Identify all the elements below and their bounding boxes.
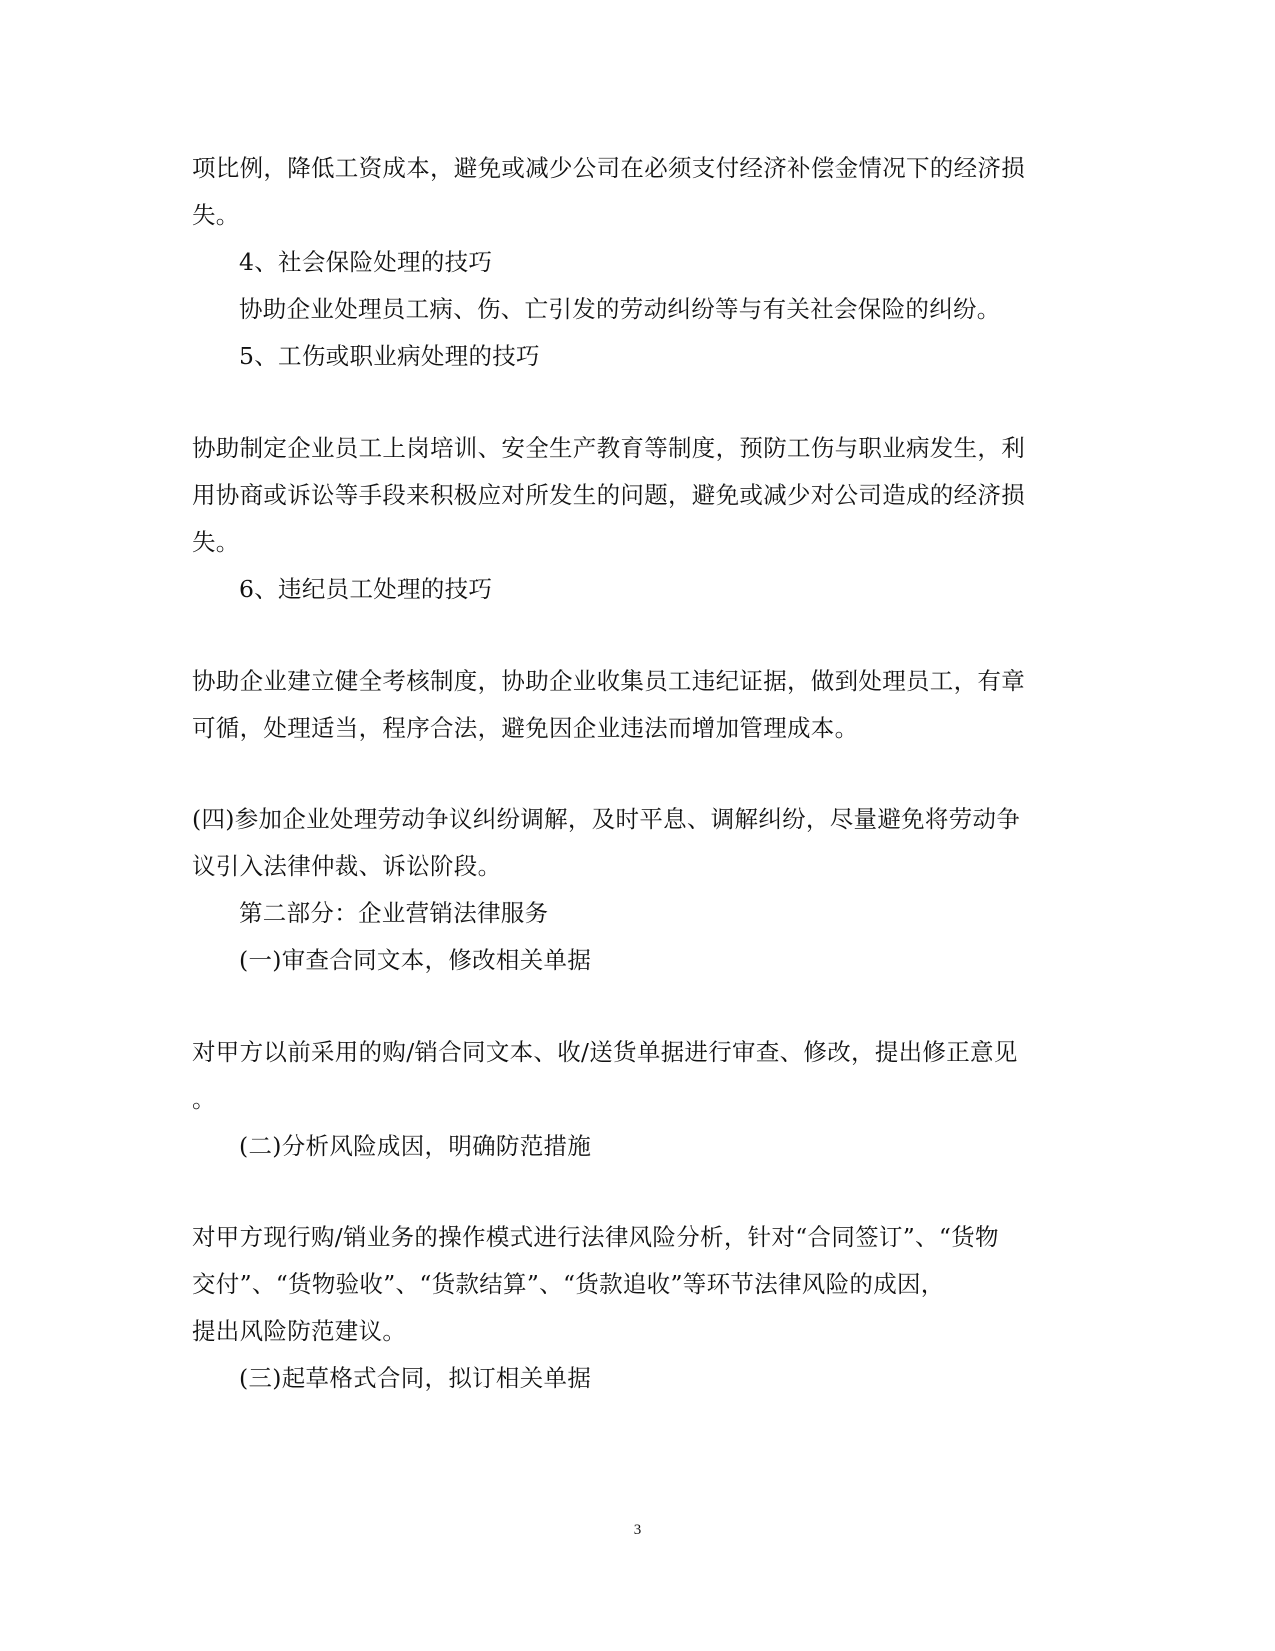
text-line: (四)参加企业处理劳动争议纠纷调解，及时平息、调解纠纷，尽量避免将劳动争 [192, 805, 1021, 833]
text-line: 可循，处理适当，程序合法，避免因企业违法而增加管理成本。 [192, 714, 859, 742]
text-line: 。 [192, 1085, 216, 1113]
text-line: (三)起草格式合同，拟订相关单据 [239, 1364, 592, 1392]
text-line: 协助企业处理员工病、伤、亡引发的劳动纠纷等与有关社会保险的纠纷。 [239, 295, 1001, 323]
text-line: 对甲方以前采用的购/销合同文本、收/送货单据进行审查、修改，提出修正意见 [192, 1038, 1018, 1066]
text-line: 协助企业建立健全考核制度，协助企业收集员工违纪证据，做到处理员工，有章 [192, 667, 1025, 695]
text-line: 提出风险防范建议。 [192, 1317, 407, 1345]
text-line: (二)分析风险成因，明确防范措施 [239, 1132, 592, 1160]
text-line: 对甲方现行购/销业务的操作模式进行法律风险分析，针对“合同签订”、“货物 [192, 1223, 999, 1251]
text-line: 协助制定企业员工上岗培训、安全生产教育等制度，预防工伤与职业病发生，利 [192, 434, 1025, 462]
text-line: 用协商或诉讼等手段来积极应对所发生的问题，避免或减少对公司造成的经济损 [192, 481, 1025, 509]
text-line: 交付”、“货物验收”、“货款结算”、“货款追收”等环节法律风险的成因， [192, 1270, 945, 1298]
text-line: (一)审查合同文本，修改相关单据 [239, 946, 592, 974]
text-line: 4、社会保险处理的技巧 [239, 248, 493, 276]
text-line: 失。 [192, 528, 240, 556]
text-line: 议引入法律仲裁、诉讼阶段。 [192, 852, 502, 880]
text-line: 项比例，降低工资成本，避免或减少公司在必须支付经济补偿金情况下的经济损 [192, 154, 1025, 182]
page-number: 3 [633, 1522, 642, 1538]
text-line: 6、违纪员工处理的技巧 [239, 575, 493, 603]
text-line: 第二部分：企业营销法律服务 [239, 899, 549, 927]
text-line: 5、工伤或职业病处理的技巧 [239, 342, 540, 370]
text-line: 失。 [192, 201, 240, 229]
